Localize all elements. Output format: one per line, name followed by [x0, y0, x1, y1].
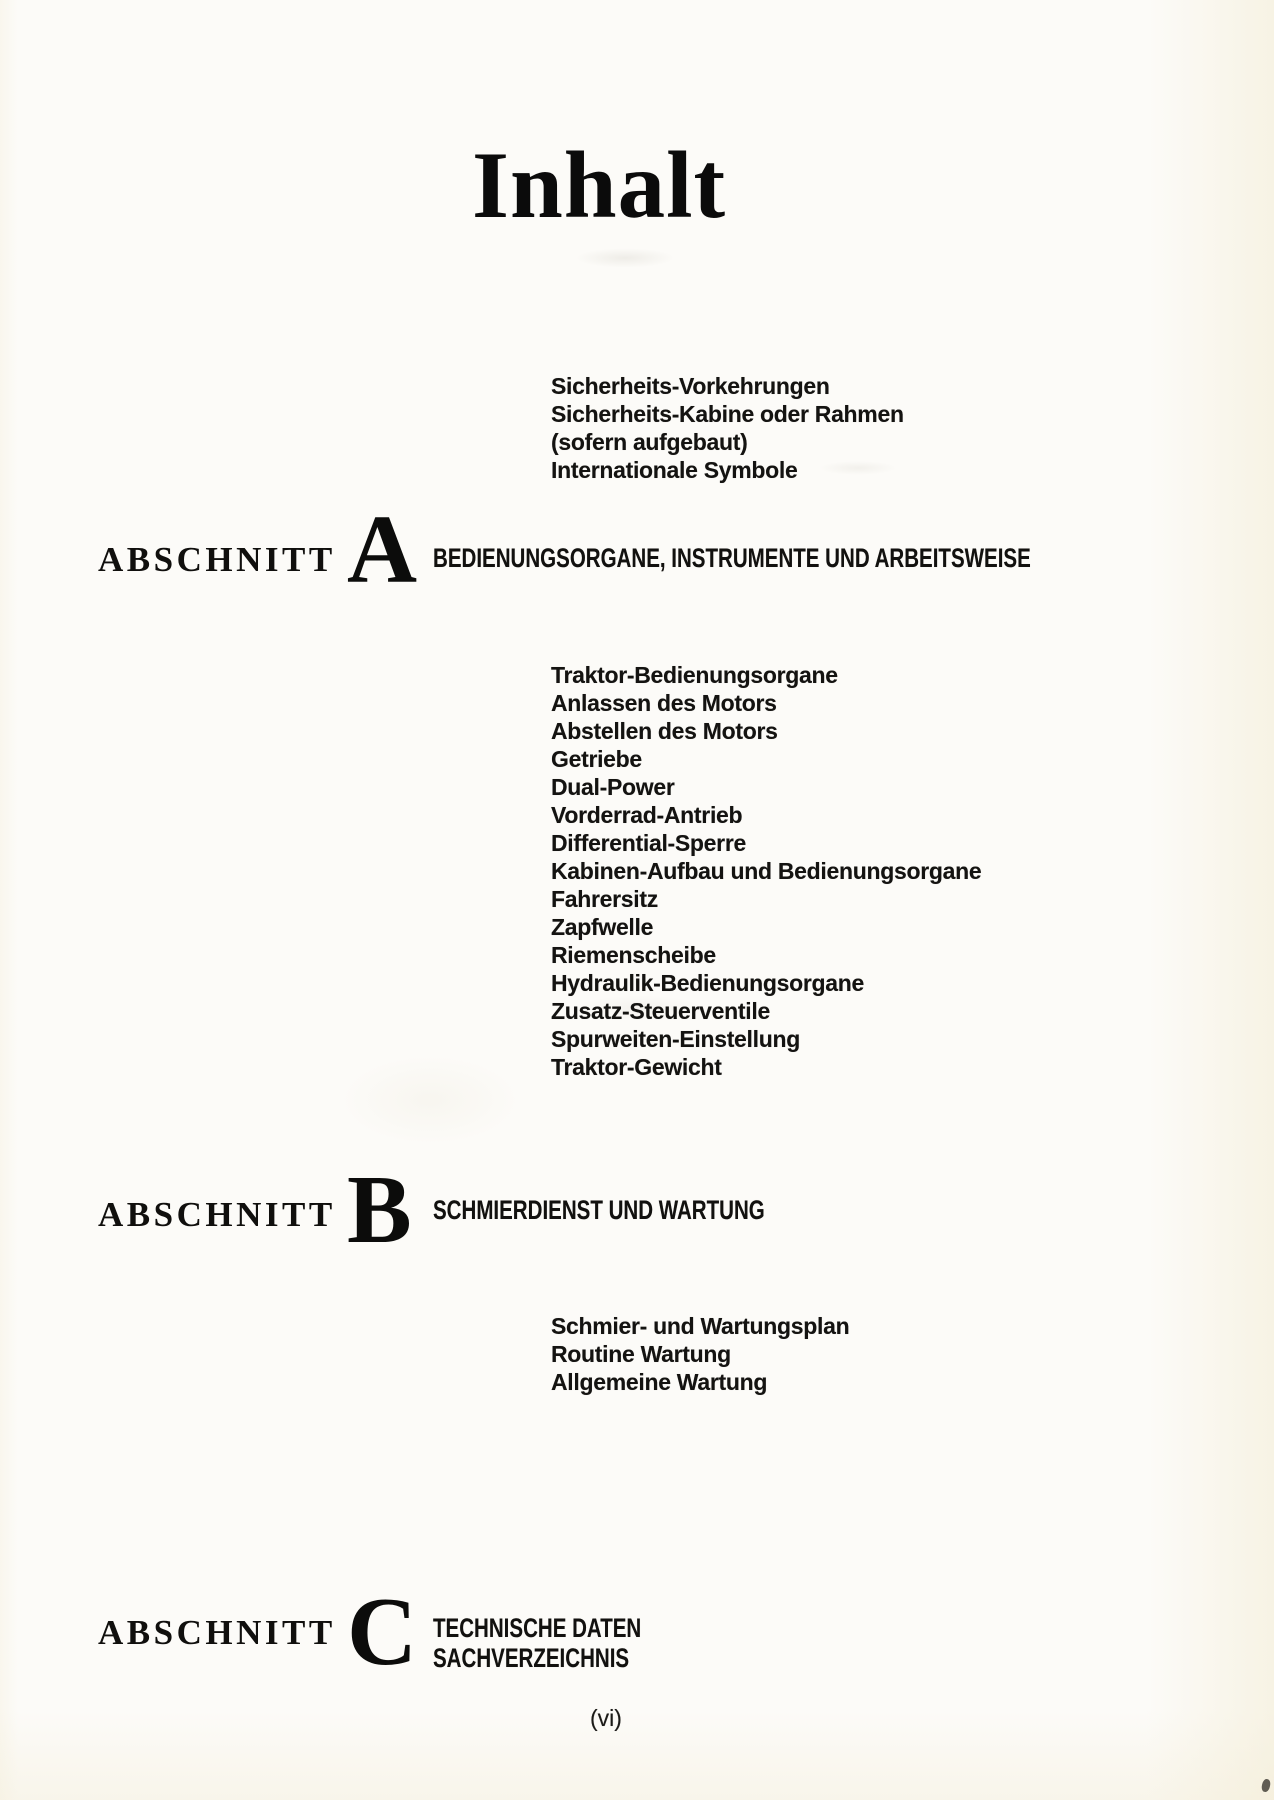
section-b-label: ABSCHNITT: [98, 1195, 336, 1234]
toc-line: Internationale Symbole: [551, 457, 798, 483]
toc-line: (sofern aufgebaut): [551, 429, 748, 455]
section-b-heading: SCHMIERDIENST UND WARTUNG: [433, 1195, 765, 1225]
toc-line: Riemenscheibe: [551, 942, 716, 968]
toc-line: Spurweiten-Einstellung: [551, 1026, 800, 1052]
toc-line: Getriebe: [551, 746, 642, 772]
toc-line: Zapfwelle: [551, 914, 654, 940]
section-b-item-list: [551, 1312, 849, 1396]
toc-line: Allgemeine Wartung: [551, 1369, 768, 1395]
page-title: Inhalt: [472, 132, 727, 238]
toc-line: TECHNISCHE DATEN: [433, 1613, 642, 1643]
toc-line: Sicherheits-Kabine oder Rahmen: [551, 401, 904, 427]
toc-line: Schmier- und Wartungsplan: [551, 1313, 850, 1339]
section-c-heading: [433, 1613, 641, 1673]
toc-line: SACHVERZEICHNIS: [433, 1643, 630, 1673]
toc-line: Sicherheits-Vorkehrungen: [551, 373, 830, 399]
section-a-label: ABSCHNITT: [98, 540, 336, 579]
section-c-label: ABSCHNITT: [98, 1613, 336, 1652]
toc-line: Abstellen des Motors: [551, 718, 778, 744]
section-a-item-list: [551, 661, 981, 1081]
toc-line: Dual-Power: [551, 774, 675, 800]
toc-line: Traktor-Bedienungsorgane: [551, 662, 838, 688]
section-a-heading: BEDIENUNGSORGANE, INSTRUMENTE UND ARBEITSWEISE: [433, 543, 1031, 573]
toc-line: Routine Wartung: [551, 1341, 731, 1367]
scan-corner-artifact: [1261, 1778, 1272, 1792]
toc-line: Traktor-Gewicht: [551, 1054, 722, 1080]
page-number: (vi): [590, 1705, 622, 1731]
intro-item-list: [551, 372, 904, 484]
section-b-letter: B: [347, 1156, 412, 1263]
toc-line: Vorderrad-Antrieb: [551, 802, 743, 828]
toc-line: Fahrersitz: [551, 886, 658, 912]
toc-line: Kabinen-Aufbau und Bedienungsorgane: [551, 858, 982, 884]
toc-line: Differential-Sperre: [551, 830, 746, 856]
toc-line: Hydraulik-Bedienungsorgane: [551, 970, 864, 996]
toc-line: Anlassen des Motors: [551, 690, 777, 716]
toc-line: Zusatz-Steuerventile: [551, 998, 770, 1024]
section-a-letter: A: [347, 496, 418, 603]
section-c-letter: C: [347, 1578, 418, 1685]
